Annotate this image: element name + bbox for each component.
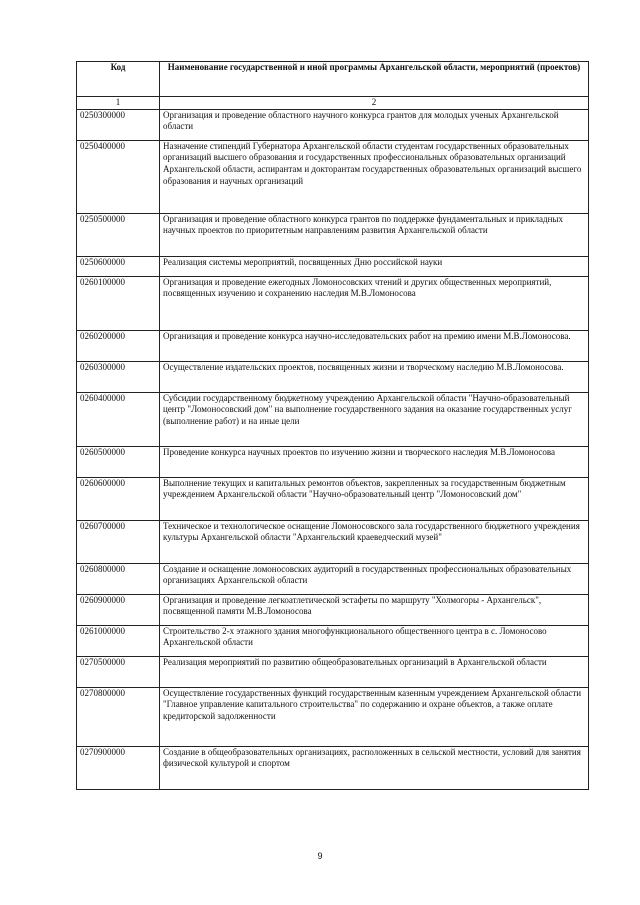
row-code: 0270800000 [77, 687, 160, 746]
code-column-header: Код [77, 62, 160, 97]
row-code: 0250600000 [77, 256, 160, 276]
row-code: 0250500000 [77, 213, 160, 256]
row-code: 0261000000 [77, 625, 160, 656]
table-row [77, 594, 589, 625]
table-row [77, 625, 589, 656]
row-code: 0270500000 [77, 656, 160, 687]
row-code: 0260800000 [77, 563, 160, 594]
row-name: Организация и проведение ежегодных Ломоносовских чтений и других общественных мероприятий, посвященных изучению и сохранению наследия М.В.Ломоносова [160, 276, 589, 330]
row-code: 0250300000 [77, 109, 160, 140]
table-row [77, 477, 589, 520]
row-code: 0270900000 [77, 746, 160, 789]
table-row [77, 330, 589, 361]
row-code: 0260600000 [77, 477, 160, 520]
row-name: Строительство 2-х этажного здания многофункционального общественного центра в с. Ломоносово Архангельской области [160, 625, 589, 656]
row-code: 0260500000 [77, 446, 160, 477]
page-number: 9 [317, 851, 323, 861]
table-row [77, 687, 589, 746]
row-code: 0260900000 [77, 594, 160, 625]
row-code: 0260100000 [77, 276, 160, 330]
row-name: Техническое и технологическое оснащение Ломоносовского зала государственного бюджетного учреждения культуры Архангельской области "Архангельский краеведческий музей" [160, 520, 589, 563]
table-row [77, 361, 589, 392]
table-row [77, 140, 589, 213]
row-name: Создание в общеобразовательных организациях, расположенных в сельской местности, условий для занятия физической культурой и спортом [160, 746, 589, 789]
row-name: Организация и проведение областного научного конкурса грантов для молодых ученых Архангельской области [160, 109, 589, 140]
column-number-row [77, 97, 589, 110]
column-number-2: 2 [160, 97, 589, 110]
row-code: 0260700000 [77, 520, 160, 563]
table-header-row [77, 62, 589, 97]
row-name: Организация и проведение конкурса научно-исследовательских работ на премию имени М.В.Ломоносова. [160, 330, 589, 361]
row-name: Реализация мероприятий по развитию общеобразовательных организаций в Архангельской области [160, 656, 589, 687]
table-row [77, 520, 589, 563]
table-row [77, 563, 589, 594]
row-name: Создание и оснащение ломоносовских аудиторий в государственных профессиональных образовательных организациях Архангельской области [160, 563, 589, 594]
row-name: Назначение стипендий Губернатора Архангельской области студентам государственных образовательных организаций высшего образования и государственных профессиональных образовательных организаций Архангельской области, аспирантам и докторантам государственных образовательных организаций высшего образования и научных организаций [160, 140, 589, 213]
table-row [77, 276, 589, 330]
table-row [77, 446, 589, 477]
column-number-1: 1 [77, 97, 160, 110]
table-row [77, 392, 589, 446]
row-name: Осуществление государственных функций государственным казенным учреждением Архангельской области "Главное управление капитального строительства" по содержанию и охране объектов, а также оплате кредиторской задолженности [160, 687, 589, 746]
table-row [77, 746, 589, 789]
table-row [77, 256, 589, 276]
row-code: 0260200000 [77, 330, 160, 361]
row-name: Организация и проведение легкоатлетической эстафеты по маршруту "Холмогоры - Архангельск", посвященной памяти М.В.Ломоносова [160, 594, 589, 625]
name-column-header: Наименование государственной и иной программы Архангельской области, мероприятий (проектов) [160, 62, 589, 97]
row-name: Организация и проведение областного конкурса грантов по поддержке фундаментальных и прикладных научных проектов по приоритетным направлениям развития Архангельской области [160, 213, 589, 256]
row-name: Выполнение текущих и капитальных ремонтов объектов, закрепленных за государственным бюджетным учреждением Архангельской области "Научно-образовательный центр "Ломоносовский дом" [160, 477, 589, 520]
table-row [77, 213, 589, 256]
row-name: Проведение конкурса научных проектов по изучению жизни и творческого наследия М.В.Ломоносова [160, 446, 589, 477]
program-table [76, 61, 589, 790]
row-name: Субсидии государственному бюджетному учреждению Архангельской области "Научно-образовательный центр "Ломоносовский дом" на выполнение государственного задания на оказание государственных услуг (выполнение работ) и на иные цели [160, 392, 589, 446]
row-code: 0260400000 [77, 392, 160, 446]
row-code: 0250400000 [77, 140, 160, 213]
row-name: Осуществление издательских проектов, посвященных жизни и творческому наследию М.В.Ломоносова. [160, 361, 589, 392]
table-row [77, 656, 589, 687]
table-row [77, 109, 589, 140]
row-code: 0260300000 [77, 361, 160, 392]
table-body [77, 109, 589, 789]
row-name: Реализация системы мероприятий, посвященных Дню российской науки [160, 256, 589, 276]
